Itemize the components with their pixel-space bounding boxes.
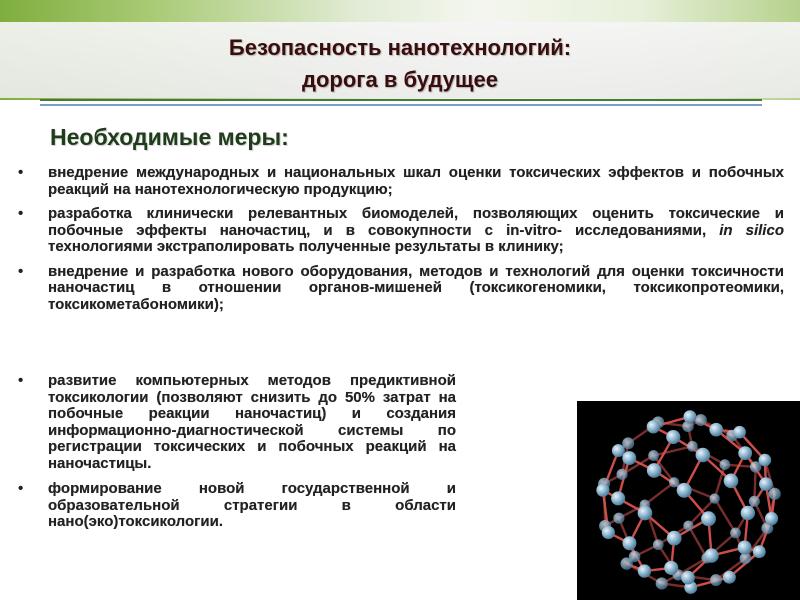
fullerene-molecule-icon (577, 401, 800, 600)
molecule-atom (656, 577, 668, 589)
molecule-atom (681, 571, 695, 585)
molecule-atom (638, 564, 651, 577)
molecule-atom (749, 496, 760, 507)
molecule-atom (709, 493, 719, 503)
molecule-atom (759, 454, 772, 467)
italic-term: in silico (719, 221, 784, 239)
molecule-atom (759, 477, 773, 491)
molecule-atom (704, 548, 718, 562)
list-item-text (48, 206, 784, 256)
molecule-atom (720, 459, 731, 470)
list-item (18, 264, 784, 314)
molecule-atom (753, 545, 766, 558)
molecule-atom (623, 536, 637, 550)
molecule-atom (730, 527, 741, 538)
bullet-icon: • (18, 262, 24, 280)
molecule-atom (647, 420, 660, 433)
molecule-atom (687, 441, 698, 452)
list-item-text-part: разработка клинически релевантных биомоделей, позволяющих оценить токсические и побочные эффекты наночастиц, и в совокупности с in-vitro- исследованиями, (48, 205, 784, 239)
list-item (18, 206, 784, 256)
bullet-icon: • (18, 164, 24, 181)
molecule-atom (666, 430, 680, 444)
molecule-atom (602, 526, 615, 539)
molecule-atom (648, 450, 659, 461)
bullet-icon: • (18, 480, 24, 497)
slide-title (0, 32, 800, 96)
list-item-text: внедрение международных и национальных шкал оценки токсических эффектов и побочных реакций на нанотехнологическую продукцию; (48, 164, 784, 198)
molecule-atom (611, 491, 625, 505)
molecule-atom (683, 521, 693, 531)
divider-blue (40, 104, 762, 106)
molecule-atom (733, 426, 746, 439)
list-item-text: внедрение и разработка нового оборудования, методов и технологий для оценки токсичности наночастиц в отношении органов-мишеней (токсикогеномики, токсикопротеомики, токсикометабономики); (48, 262, 784, 313)
title-line-2: дорога в будущее (302, 67, 498, 92)
divider-green (40, 99, 762, 101)
molecule-atom (738, 446, 752, 460)
molecule-atom (765, 512, 778, 525)
molecule-atom (622, 451, 636, 465)
molecule-atom (738, 540, 752, 554)
molecule-bond (688, 526, 706, 558)
section-heading: Необходимые меры: (50, 124, 289, 150)
measures-list-top (18, 165, 784, 321)
list-item (18, 373, 456, 472)
molecule-atom (664, 561, 678, 575)
molecule-atom (653, 539, 664, 550)
molecule-atom (710, 574, 722, 586)
molecule-atom (612, 444, 625, 457)
bullet-icon: • (18, 372, 24, 389)
molecule-atom (638, 506, 653, 521)
list-item-text: формирование новой государственной и образовательной стратегии в области нано(эко)токсикологии. (48, 480, 456, 530)
molecule-atom (701, 511, 716, 526)
molecule-atom (769, 488, 781, 500)
fullerene-image (577, 401, 800, 600)
list-item-text-part: технологиями экстраполировать полученные результаты в клинику; (48, 238, 564, 255)
bullet-icon: • (18, 205, 24, 222)
molecule-atom (696, 448, 711, 463)
molecule-atom (677, 483, 692, 498)
molecule-atom (724, 474, 739, 489)
molecule-atom (709, 423, 723, 437)
title-line-1: Безопасность нанотехнологий: (228, 35, 572, 60)
molecule-bond (715, 499, 736, 533)
molecule-atom (741, 506, 755, 520)
molecule-atom (620, 557, 632, 569)
molecule-atom (596, 484, 609, 497)
molecule-atom (683, 410, 696, 423)
molecule-atom (669, 477, 679, 487)
list-item (18, 481, 456, 531)
molecule-atom (616, 469, 627, 480)
molecule-atom (723, 571, 736, 584)
list-item-text: развитие компьютерных методов предиктивной токсикологии (позволяют снизить до 50% затрат на побочные реакции наночастиц) и создания информационно-диагностической системы по регистрации токсических и побочных реакций на наночастицы. (48, 372, 456, 472)
molecule-atom (613, 513, 624, 524)
molecule-atom (647, 463, 662, 478)
molecule-atom (667, 531, 682, 546)
molecule-bond (654, 446, 693, 455)
list-item (18, 165, 784, 198)
measures-list-bottom (18, 373, 456, 540)
molecule-atom (695, 414, 707, 426)
molecule-bond (645, 482, 674, 504)
